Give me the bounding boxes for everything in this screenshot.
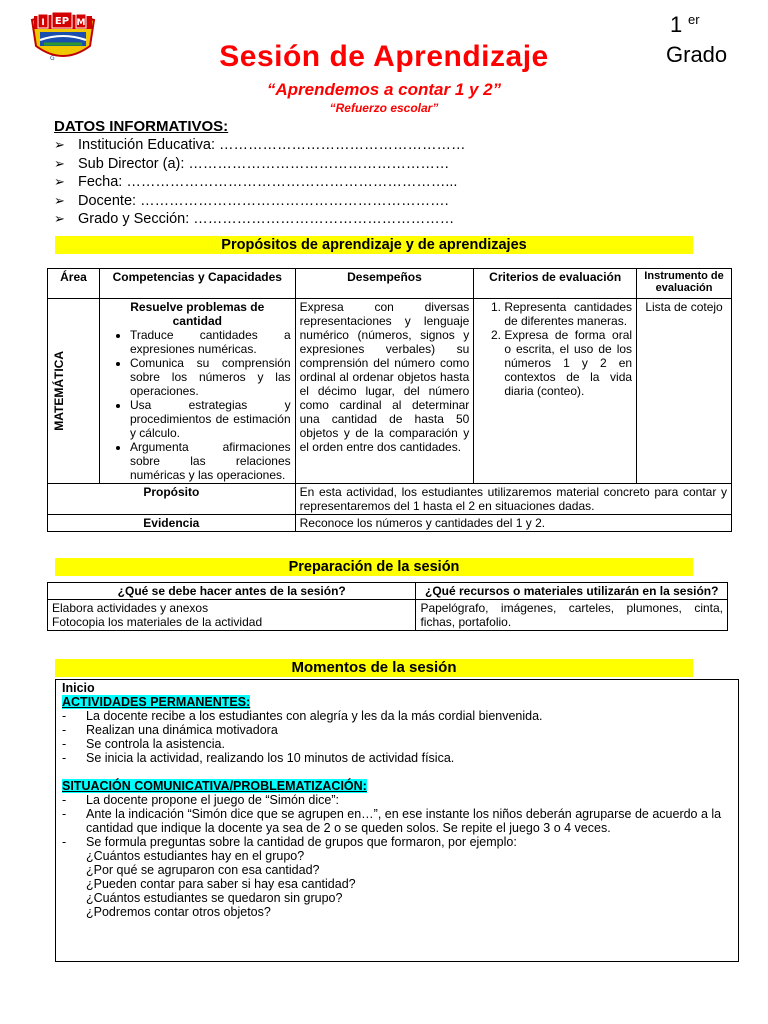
area-cell [48, 299, 100, 484]
capacidad-item: • Traduce cantidades a expresiones numéricas. [130, 328, 291, 356]
logo-letter-1: I [41, 18, 45, 28]
pregunta-item: ¿Por qué se agruparon con esa cantidad? [86, 863, 320, 877]
situacion-item: - Ante la indicación “Simón dice que se agrupen en…”, en ese instante los niños deberán agruparse de acuerdo a la cantidad que indique la docente ya sea de 2 o se queden solos. Se repite el juego 3 o 4 veces. [62, 807, 732, 835]
datos-item: ➢ Fecha: …………………………………………………………... [54, 173, 466, 192]
header-competencias: Competencias y Capacidades [99, 269, 295, 299]
area-label: MATEMÁTICA [52, 351, 66, 431]
preparacion-line: Fotocopia los materiales de la actividad [52, 615, 263, 629]
header-instrumento: Instrumento de evaluación [637, 269, 732, 299]
preparacion-band: Preparación de la sesión [55, 558, 693, 576]
competencias-cell [99, 299, 295, 484]
permanentes-list [62, 709, 732, 765]
momentos-band: Momentos de la sesión [55, 659, 693, 677]
logo-letter-3: M [76, 18, 86, 28]
proposito-text: En esta actividad, los estudiantes utilizaremos material concreto para contar y representaremos del 1 hasta el 2 en situaciones dadas. [295, 484, 731, 515]
page-subtitle: “Aprendemos a contar 1 y 2” [266, 80, 502, 99]
situacion-title: SITUACIÓN COMUNICATIVA/PROBLEMATIZACIÓN: [62, 779, 367, 793]
evidencia-label: Evidencia [48, 515, 296, 532]
pregunta-item: ¿Pueden contar para saber si hay esa cantidad? [86, 877, 356, 891]
inicio-label: Inicio [62, 681, 95, 695]
instrumento-cell: Lista de cotejo [637, 299, 732, 484]
situacion-item: - Se formula preguntas sobre la cantidad de grupos que formaron, por ejemplo: [62, 835, 732, 849]
preparacion-col2-cell: Papelógrafo, imágenes, carteles, plumones, cinta, fichas, portafolio. [416, 600, 728, 631]
criterios-cell [474, 299, 637, 484]
preparacion-line: Elabora actividades y anexos [52, 601, 209, 615]
logo-letter-2: EP [54, 16, 70, 27]
permanente-item: - La docente recibe a los estudiantes con alegría y les da la más cordial bienvenida. [62, 709, 732, 723]
situacion-item: - La docente propone el juego de “Simón dice”: [62, 793, 732, 807]
datos-heading: DATOS INFORMATIVOS: [54, 118, 229, 135]
permanentes-title: ACTIVIDADES PERMANENTES: [62, 695, 251, 709]
header-criterios: Criterios de evaluación [474, 269, 637, 299]
datos-item: ➢ Institución Educativa: …………………………………………… [54, 136, 466, 155]
pregunta-item: ¿Cuántos estudiantes hay en el grupo? [86, 849, 305, 863]
capacidades-list [104, 328, 291, 482]
datos-list [54, 136, 466, 229]
preguntas-list [62, 849, 732, 919]
grade-superscript: er [688, 12, 700, 27]
grade-label [648, 8, 758, 68]
header-desempenos: Desempeños [295, 269, 474, 299]
page-title: Sesión de Aprendizaje [219, 40, 549, 73]
criterio-item: 2. Expresa de forma oral o escrita, el uso de los números 1 y 2 en contextos de la vida diaria (conteo). [504, 328, 632, 398]
preparacion-col1-header: ¿Qué se debe hacer antes de la sesión? [48, 583, 416, 600]
logo-caption: G [50, 55, 55, 62]
proposito-label: Propósito [48, 484, 296, 515]
grade-number: 1 [670, 12, 683, 37]
propositos-table [47, 268, 732, 532]
grade-word: Grado [666, 42, 728, 67]
capacidad-item: • Argumenta afirmaciones sobre las relaciones numéricas y las operaciones. [130, 440, 291, 482]
datos-item: ➢ Grado y Sección: ……………………………………………… [54, 210, 466, 229]
momentos-box [55, 679, 739, 962]
desempeno-cell: Expresa con diversas representaciones y lenguaje numérico (números, signos y expresiones verbales) su comprensión del número como ordinal al ordenar objetos hasta el décimo lugar, del número como cardinal al determinar una cantidad de hasta 50 objetos y de la comparación y el orden entre dos cantidades. [295, 299, 474, 484]
propositos-band: Propósitos de aprendizaje y de aprendizajes [55, 236, 693, 254]
preparacion-col1-cell [48, 600, 416, 631]
criterios-list [478, 300, 632, 398]
preparacion-col2-header: ¿Qué recursos o materiales utilizarán en la sesión? [416, 583, 728, 600]
pregunta-item: ¿Podremos contar otros objetos? [86, 905, 271, 919]
criterio-item: 1. Representa cantidades de diferentes maneras. [504, 300, 632, 328]
situacion-list [62, 793, 732, 849]
competencia-title: Resuelve problemas de cantidad [130, 300, 265, 328]
datos-item: ➢ Docente: ………………………………………………………. [54, 192, 466, 211]
capacidad-item: • Comunica su comprensión sobre los números y las operaciones. [130, 356, 291, 398]
permanente-item: - Se controla la asistencia. [62, 737, 732, 751]
permanente-item: - Se inicia la actividad, realizando los 10 minutos de actividad física. [62, 751, 732, 765]
capacidad-item: • Usa estrategias y procedimientos de estimación y cálculo. [130, 398, 291, 440]
page-subsubtitle: “Refuerzo escolar” [329, 101, 439, 115]
pregunta-item: ¿Cuántos estudiantes se quedaron sin grupo? [86, 891, 343, 905]
permanente-item: - Realizan una dinámica motivadora [62, 723, 732, 737]
preparacion-table [47, 582, 728, 631]
datos-item: ➢ Sub Director (a): ……………………………………………… [54, 155, 466, 174]
evidencia-text: Reconoce los números y cantidades del 1 y 2. [295, 515, 731, 532]
header-area: Área [48, 269, 100, 299]
